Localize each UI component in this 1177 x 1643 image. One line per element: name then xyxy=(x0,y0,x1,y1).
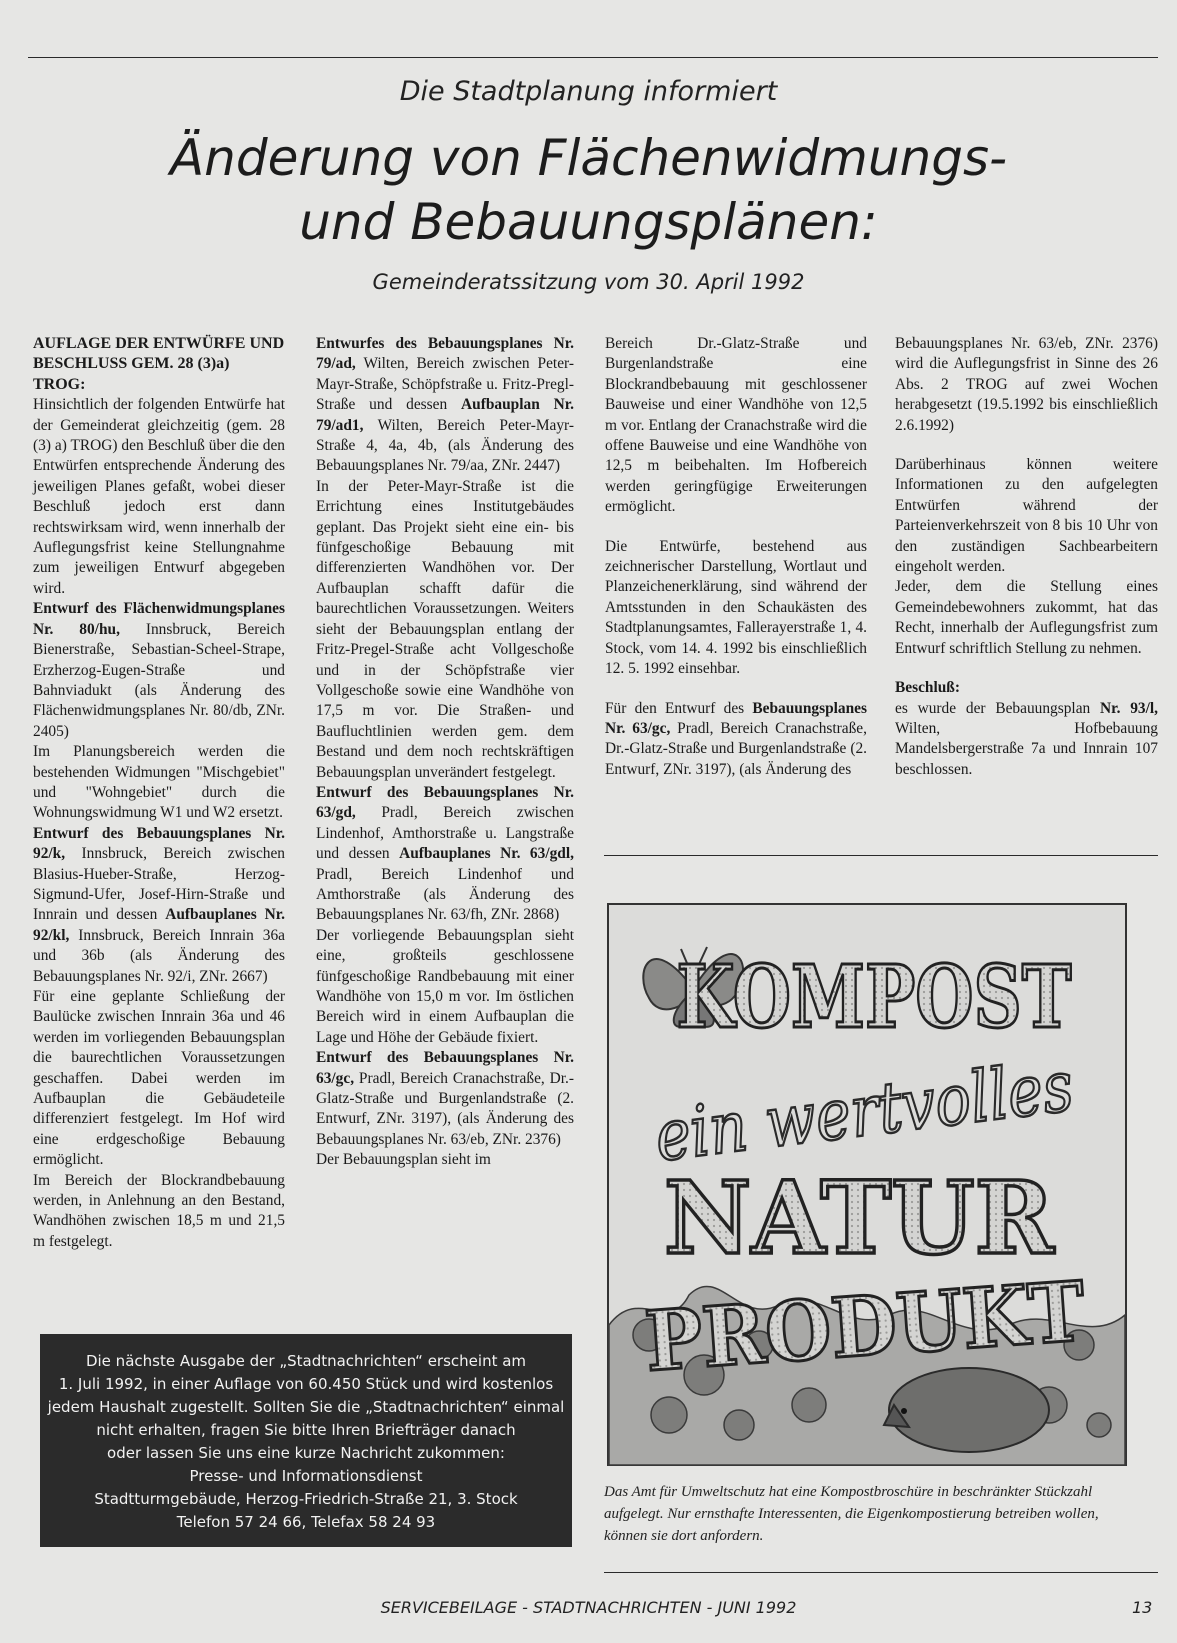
col2-paragraph-3: Entwurf des Bebauungsplanes Nr. 63/gd, Pradl, Bereich zwischen Lindenhof, Amthorstraße u. Langstraße und dessen Aufbauplanes Nr. 63/gdl, Pradl, Bereich Lindenhof und Amthorstraße (als Änderung des Bebauungsplanes Nr. 63/fh, ZNr. 2868) xyxy=(316,783,574,924)
col4-paragraph-3: Jeder, dem die Stellung eines Gemeindebewohners zukommt, hat das Recht, innerhalb der Auflegungsfrist zum Entwurf schriftlich Stellung zu nehmen. xyxy=(895,578,1158,657)
col4-paragraph-1: Bebauungsplanes Nr. 63/eb, ZNr. 2376) wird die Auflegungsfrist in Sinne des 26 Abs. 2 TROG auf zwei Wochen herabgesetzt (19.5.1992 bis einschließlich 2.6.1992) xyxy=(895,335,1158,434)
subtitle: Gemeinderatssitzung vom 30. April 1992 xyxy=(372,270,805,294)
col3-paragraph-3: Für den Entwurf des Bebauungsplanes Nr. 63/gc, Pradl, Bereich Cranachstraße, Dr.-Glatz-Straße und Burgenlandstraße (2. Entwurf, ZNr. 3197), (als Änderung des xyxy=(605,699,867,778)
col1-paragraph-3: Entwurf des Bebauungsplanes Nr. 92/k, Innsbruck, Bereich zwischen Blasius-Hueber-Straße, Herzog-Sigmund-Ufer, Josef-Hirn-Straße und Innrain und dessen Aufbauplanes Nr. 92/kl, Innsbruck, Bereich Innrain 36a und 36b (als Änderung des Bebauungsplanes Nr. 92/i, ZNr. 2667) xyxy=(33,824,285,985)
col2-paragraph-1: Entwurfes des Bebauungsplanes Nr. 79/ad, Wilten, Bereich zwischen Peter-Mayr-Straße, Schöpfstraße u. Fritz-Pregl-Straße und dessen Aufbauplan Nr. 79/ad1, Wilten, Bereich Peter-Mayr-Straße 4, 4a, 4b, (als Änderung des Bebauungsplanes Nr. 79/aa, ZNr. 2447) xyxy=(316,335,574,475)
poster-word-kompost: KOMPOST xyxy=(676,947,1072,1048)
poster-word-natur: NATUR xyxy=(664,1159,1055,1277)
infobox-line: oder lassen Sie uns eine kurze Nachricht zukommen: xyxy=(107,1444,505,1462)
infobox-line: 1. Juli 1992, in einer Auflage von 60.450 Stück und wird kostenlos xyxy=(58,1375,554,1393)
title-line-1: Änderung von Flächenwidmungs- xyxy=(169,129,1008,187)
footer-text: SERVICEBEILAGE - STADTNACHRICHTEN - JUNI 1992 xyxy=(380,1598,797,1617)
poster-word-produkt: PRODUKT xyxy=(642,1261,1124,1391)
col4-paragraph-4: es wurde der Bebauungsplan Nr. 93/l, Wilten, Hofbebauung Mandelsbergerstraße 7a und Innrain 107 beschlossen. xyxy=(895,699,1158,778)
page-number: 13 xyxy=(1132,1598,1153,1617)
col1-paragraph-2: Im Planungsbereich werden die bestehenden Widmungen "Mischgebiet" und "Wohngebiet" durch die Wohnungswidmung W1 und W2 ersetzt. xyxy=(33,743,285,822)
col4-paragraph-2: Darüberhinaus können weitere Informationen zu den aufgelegten Entwürfen während der Parteienverkehrszeit von 8 bis 10 Uhr von den zuständigen Sachbearbeitern eingeholt werden. xyxy=(895,456,1158,576)
col3-paragraph-2: Die Entwürfe, bestehend aus zeichnerischer Darstellung, Wortlaut und Planzeichenerklärung, sind während der Amtsstunden in den Schaukästen des Stadtplanungsamtes, Fallerayerstraße 1, 4. Stock, vom 14. 4. 1992 bis einschließlich 12. 5. 1992 einsehbar. xyxy=(605,537,867,678)
col2-paragraph-5: Entwurf des Bebauungsplanes Nr. 63/gc, Pradl, Bereich Cranachstraße, Dr.-Glatz-Straße und Burgenlandstraße (2. Entwurf, ZNr. 3197), (als Änderung des Bebauungsplanes Nr. 63/eb, ZNr. 2376) xyxy=(316,1049,574,1148)
column-4 xyxy=(895,334,1158,780)
infobox-line: jedem Haushalt zugestellt. Sollten Sie die „Stadtnachrichten“ einmal xyxy=(47,1398,565,1416)
column-1 xyxy=(33,334,285,1252)
column-2 xyxy=(316,334,574,1171)
kompost-poster xyxy=(607,903,1155,1466)
col1-intro: Hinsichtlich der folgenden Entwürfe hat der Gemeinderat gleichzeitig (gem. 28 (3) a) TROG) den Beschluß über die den Entwürfen entsprechende Änderung des jeweiligen Planes gefaßt, wobei dieser Beschluß jedoch erst dann rechtswirksam wird, wenn innerhalb der Auflegungsfrist keine Stellungnahme zum jeweiligen Entwurf abgegeben wird. xyxy=(33,396,285,597)
title-line-2: und Bebauungsplänen: xyxy=(299,193,878,251)
col1-paragraph-1: Entwurf des Flächenwidmungsplanes Nr. 80/hu, Innsbruck, Bereich Bienerstraße, Sebastian-Scheel-Strape, Erzherzog-Eugen-Straße und Bahnviadukt (als Änderung des Flächenwidmungsplanes Nr. 80/db, ZNr. 2405) xyxy=(33,600,285,740)
poster-script-line: ein wertvolles xyxy=(650,1035,1155,1178)
poster-top-rule xyxy=(604,855,1158,856)
kicker: Die Stadtplanung informiert xyxy=(399,76,778,107)
caption-bottom-rule xyxy=(604,1572,1158,1573)
next-issue-infobox xyxy=(40,1334,572,1547)
section-heading: AUFLAGE DER ENTWÜRFE UND BESCHLUSS GEM. 28 (3)a) TROG: xyxy=(33,335,285,393)
beschluss-label: Beschluß: xyxy=(895,679,960,697)
col2-paragraph-2: In der Peter-Mayr-Straße ist die Errichtung eines Institutgebäudes geplant. Das Projekt sieht eine ein- bis fünfgeschoßige Bebauung mit differenzierten Wandhöhen vor. Der Aufbauplan schafft dafür die baurechtlichen Voraussetzungen. Weiters sieht der Bebauungsplan entlang der Fritz-Pregel-Straße acht Vollgeschoße und in der Schöpfstraße vier Vollgeschoße sowie eine Wandhöhe von 17,5 m vor. Die Straßen- und Baufluchtlinien werden gem. dem Bestand und dem noch rechtskräftigen Bebauungsplan unverändert festgelegt. xyxy=(316,477,574,781)
poster-caption: Das Amt für Umweltschutz hat eine Kompostbroschüre in beschränkter Stückzahl aufgelegt. Nur ernsthafte Interessenten, die Eigenkompostierung betreiben wollen, können sie dort anfordern. xyxy=(604,1484,1099,1544)
infobox-line: Telefon 57 24 66, Telefax 58 24 93 xyxy=(176,1513,436,1531)
top-rule xyxy=(28,57,1158,58)
page-title xyxy=(0,126,1177,254)
col2-paragraph-4: Der vorliegende Bebauungsplan sieht eine, großteils geschlossene fünfgeschoßige Randbebauung mit einer Wandhöhe von 15,0 m vor. Im östlichen Bereich wird in einem Aufbauplan die Lage und Höhe der Gebäude fixiert. xyxy=(316,926,574,1046)
infobox-line: Presse- und Informationsdienst xyxy=(189,1467,423,1485)
col1-paragraph-4: Für eine geplante Schließung der Baulücke zwischen Innrain 36a und 46 werden im vorliegenden Bebauungsplan die baurechtlichen Voraussetzungen geschaffen. Dabei werden im Aufbauplan die Gebäudeteile differenziert festgelegt. Im Hof wird eine erdgeschoßige Bebauung ermöglicht. xyxy=(33,988,285,1169)
infobox-line: Stadtturmgebäude, Herzog-Friedrich-Straße 21, 3. Stock xyxy=(94,1490,518,1508)
col1-paragraph-5: Im Bereich der Blockrandbebauung werden, in Anlehnung an den Bestand, Wandhöhen zwischen 18,5 m und 21,5 m festgelegt. xyxy=(33,1171,285,1250)
col2-paragraph-6: Der Bebauungsplan sieht im xyxy=(316,1151,491,1169)
infobox-line: nicht erhalten, fragen Sie bitte Ihren Briefträger danach xyxy=(96,1421,516,1439)
col3-paragraph-1: Bereich Dr.-Glatz-Straße und Burgenlandstraße eine Blockrandbebauung mit geschlossener Bauweise und einer Wandhöhe von 12,5 m vor. Entlang der Cranachstraße wird die offene Bauweise und eine Wandhöhe von 12,5 m beibehalten. Im Hofbereich werden geringfügige Erweiterungen ermöglicht. xyxy=(605,335,867,516)
column-3 xyxy=(605,334,867,780)
poster-illustration xyxy=(609,905,1155,1464)
infobox-line: Die nächste Ausgabe der „Stadtnachrichten“ erscheint am xyxy=(85,1352,527,1370)
